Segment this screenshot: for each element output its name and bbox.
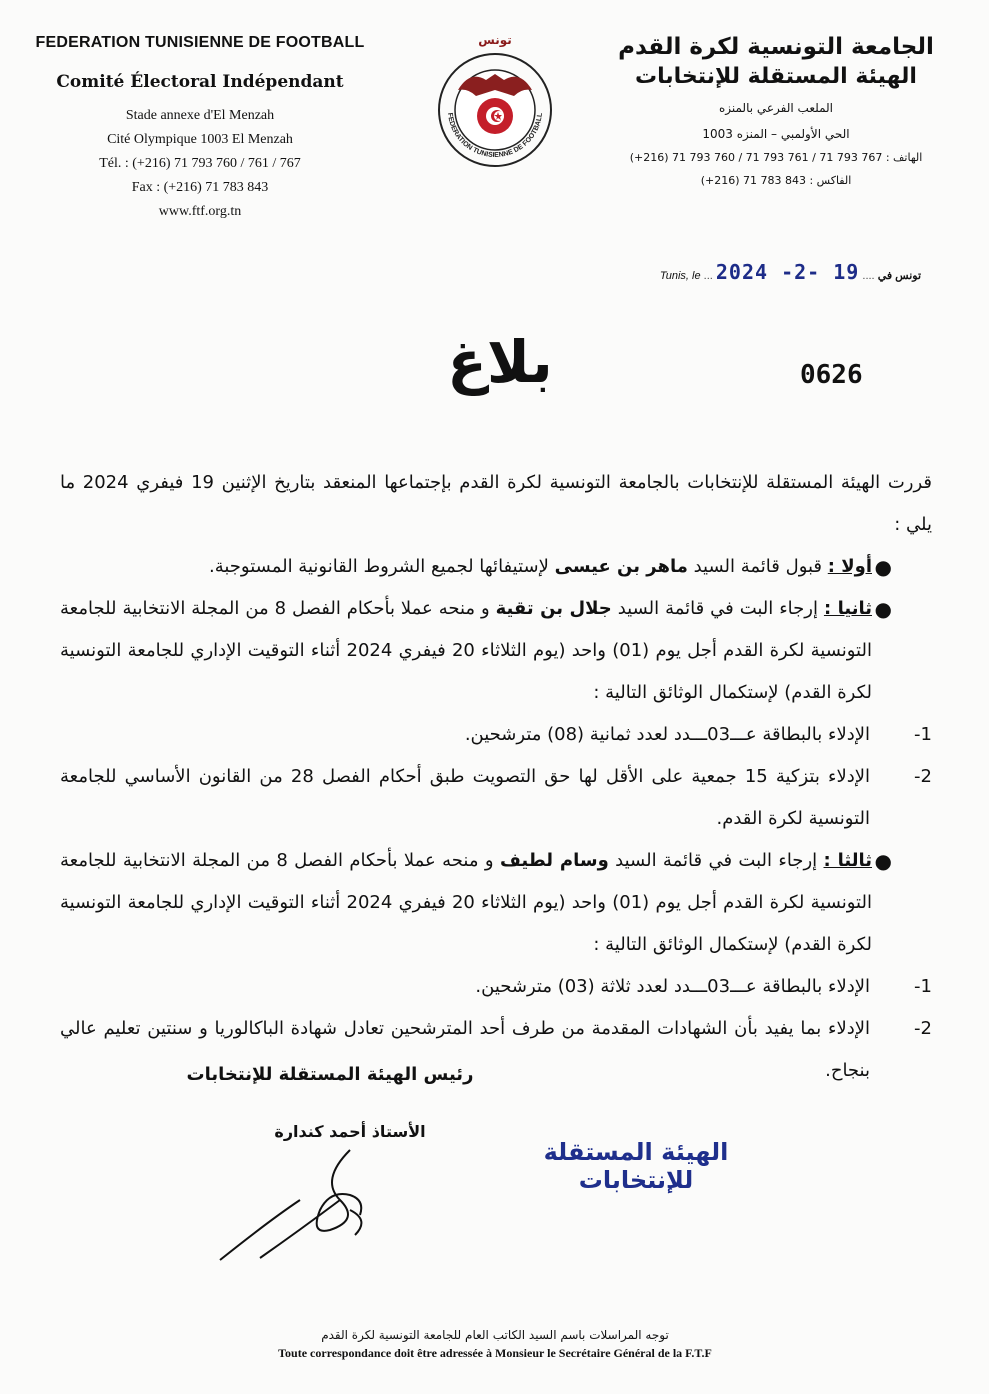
page-title: بلاغ	[447, 328, 553, 396]
decision-text-post: و منحه عملا بأحكام الفصل 8 من المجلة الانتخابية للجامعة التونسية لكرة القدم أجل يوم (01) واحد (يوم الثلاثاء 20 فيفري 2024 أثناء التوقيت الإداري للجامعة التونسية لكرة القدم) لإستكمال الوثائق التالية :	[60, 850, 872, 955]
list-item-number: 2-	[914, 766, 932, 787]
bullet-icon: ●	[874, 555, 892, 579]
list-item-text: الإدلاء بالبطاقة عـــ03ـــدد لعدد ثمانية (08) مترشحين.	[464, 724, 870, 745]
candidate-name: جلال بن تقية	[495, 598, 612, 619]
decision-text-pre: إرجاء البت في قائمة السيد	[617, 598, 818, 619]
decision-third	[60, 840, 932, 966]
decision-label: أولا :	[827, 556, 872, 577]
address-line-2: Cité Olympique 1003 El Menzah	[107, 132, 293, 147]
document-number: 0626	[800, 360, 863, 390]
federation-name-fr: FEDERATION TUNISIENNE DE FOOTBALL	[35, 34, 365, 51]
decision-text-post: و منحه عملا بأحكام الفصل 8 من المجلة الانتخابية للجامعة التونسية لكرة القدم أجل يوم (01) واحد (يوم الثلاثاء 20 فيفري 2024 أثناء التوقيت الإداري للجامعة التونسية لكرة القدم) لإستكمال الوثائق التالية :	[60, 598, 872, 703]
phone-ar	[611, 151, 941, 164]
list-item-number: 1-	[914, 724, 932, 745]
phone-label-ar: الهاتف :	[885, 151, 923, 164]
fax-number-ar: (+216) 71 783 843	[700, 174, 806, 187]
fax-label-ar: الفاكس :	[809, 174, 852, 187]
ftf-logo-icon	[434, 30, 556, 170]
signatory-name: الأستاذ أحمد كندارة	[274, 1122, 426, 1141]
decision-text-pre: قبول قائمة السيد	[693, 556, 823, 577]
footer-fr: Toute correspondance doit être adressée à Monsieur le Secrétaire Général de la F.T.F	[278, 1346, 712, 1360]
list-item	[60, 714, 932, 756]
committee-stamp: الهيئة المستقلة للإنتخابات	[543, 1138, 729, 1194]
address-ar-2: الحي الأولمبي – المنزه 1003	[702, 127, 850, 141]
list-item-text: الإدلاء بالبطاقة عـــ03ـــدد لعدد ثلاثة (03) مترشحين.	[475, 976, 870, 997]
candidate-name: وسام لطيف	[499, 850, 609, 871]
footer-ar: توجه المراسلات باسم السيد الكاتب العام للجامعة التونسية لكرة القدم	[321, 1328, 669, 1342]
logo-top-text: تونس	[478, 33, 512, 47]
handwritten-signature	[200, 1140, 400, 1270]
intro-paragraph: قررت الهيئة المستقلة للإنتخابات بالجامعة التونسية لكرة القدم بإجتماعها المنعقد بتاريخ الإثنين 19 فيفري 2024 ما يلي :	[60, 472, 932, 535]
signatory-title: رئيس الهيئة المستقلة للإنتخابات	[186, 1064, 474, 1085]
date-label-ar: تونس في	[877, 270, 921, 282]
fax-fr: Fax : (+216) 71 783 843	[131, 180, 269, 195]
decision-label: ثانيا :	[823, 598, 872, 619]
list-item-number: 2-	[914, 1018, 932, 1039]
address-line-1: Stade annexe d'El Menzah	[125, 108, 275, 123]
phone-fr: Tél. : (+216) 71 793 760 / 761 / 767	[99, 156, 301, 171]
federation-name-ar: الجامعة التونسية لكرة القدم	[618, 34, 934, 60]
header-left	[20, 34, 380, 220]
list-item	[60, 756, 932, 840]
decision-second	[60, 588, 932, 714]
decision-first	[60, 546, 932, 588]
date-line: Tunis, le ... 2024 -2- 19 .... تونس في	[659, 260, 921, 284]
list-item	[60, 966, 932, 1008]
date-label-fr: Tunis, le	[659, 270, 701, 282]
list-item-text: الإدلاء بتزكية 15 جمعية على الأقل لها حق التصويت طبق أحكام الفصل 28 من القانون الأساسي للجامعة التونسية لكرة القدم.	[60, 766, 871, 829]
footer	[150, 1328, 840, 1361]
list-item-text: الإدلاء بما يفيد بأن الشهادات المقدمة من طرف أحد المترشحين تعادل شهادة الباكالوريا و سنتين تعليم عالي بنجاح.	[60, 1018, 870, 1081]
decision-text-pre: إرجاء البت في قائمة السيد	[615, 850, 818, 871]
bullet-icon: ●	[874, 597, 892, 621]
decision-label: ثالثا :	[823, 850, 873, 871]
address-ar-1: الملعب الفرعي بالمنزه	[718, 101, 834, 115]
list-item-number: 1-	[914, 976, 932, 997]
committee-name-fr: Comité Électoral Indépendant	[56, 72, 344, 92]
candidate-name: ماهر بن عيسى	[554, 556, 688, 577]
fax-ar	[611, 174, 941, 187]
committee-name-ar: الهيئة المستقلة للإنتخابات	[635, 64, 917, 89]
date-stamp: 2024 -2- 19	[715, 260, 860, 284]
phone-numbers-ar: (+216) 71 793 760 / 71 793 761 / 71 793 767	[629, 151, 883, 164]
document-body	[60, 462, 932, 1092]
decision-text-post: لإستيفائها لجميع الشروط القانونية المستوجبة.	[208, 556, 549, 577]
logo-ring-text: FEDERATION TUNISIENNE DE FOOTBALL	[446, 112, 544, 160]
bullet-icon: ●	[874, 849, 892, 873]
header-right	[611, 34, 941, 187]
website: www.ftf.org.tn	[158, 204, 242, 219]
